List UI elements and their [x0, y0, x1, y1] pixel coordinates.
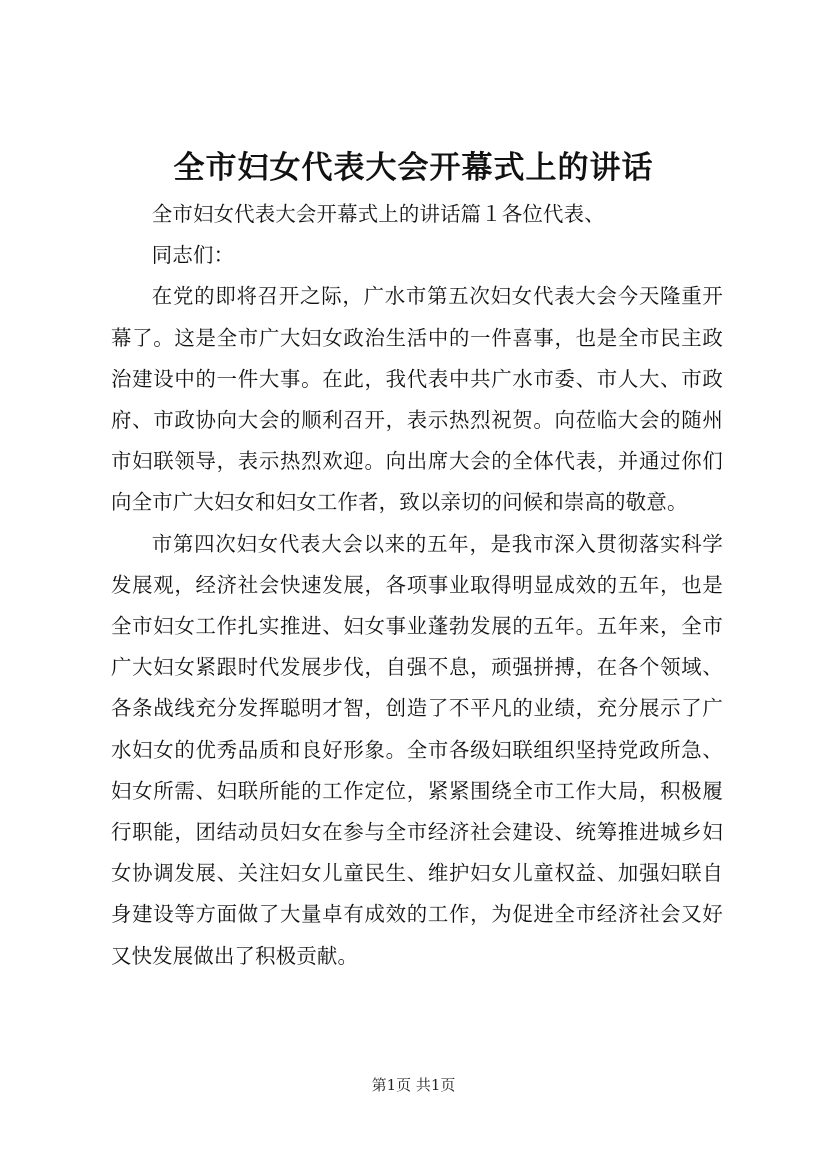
- paragraph-opening: 在党的即将召开之际，广水市第五次妇女代表大会今天隆重开幕了。这是全市广大妇女政治生活中的一件喜事，也是全市民主政治建设中的一件大事。在此，我代表中共广水市委、市人大、市政府、市政协向大会的顺利召开，表示热烈祝贺。向莅临大会的随州市妇联领导，表示热烈欢迎。向出席大会的全体代表，并通过你们向全市广大妇女和妇女工作者，致以亲切的问候和崇高的敬意。: [111, 284, 723, 515]
- page-footer: [0, 1074, 827, 1096]
- document-body: [111, 194, 723, 977]
- paragraph-review: 市第四次妇女代表大会以来的五年，是我市深入贯彻落实科学发展观，经济社会快速发展，各项事业取得明显成效的五年，也是全市妇女工作扎实推进、妇女事业蓬勃发展的五年。五年来，全市广大妇女紧跟时代发展步伐，自强不息，顽强拼搏，在各个领域、各条战线充分发挥聪明才智，创造了不平凡的业绩，充分展示了广水妇女的优秀品质和良好形象。全市各级妇联组织坚持党政所急、妇女所需、妇联所能的工作定位，紧紧围绕全市工作大局，积极履行职能，团结动员妇女在参与全市经济社会建设、统筹推进城乡妇女协调发展、关注妇女儿童民生、维护妇女儿童权益、加强妇联自身建设等方面做了大量卓有成效的工作，为促进全市经济社会又好又快发展做出了积极贡献。: [111, 531, 723, 968]
- paragraph-salutation: 同志们：: [151, 243, 235, 268]
- document-title: 全市妇女代表大会开幕式上的讲话: [173, 150, 654, 186]
- page-number: 第1页 共1页: [371, 1076, 456, 1094]
- paragraph-heading-line: 全市妇女代表大会开幕式上的讲话篇１各位代表、: [151, 202, 605, 226]
